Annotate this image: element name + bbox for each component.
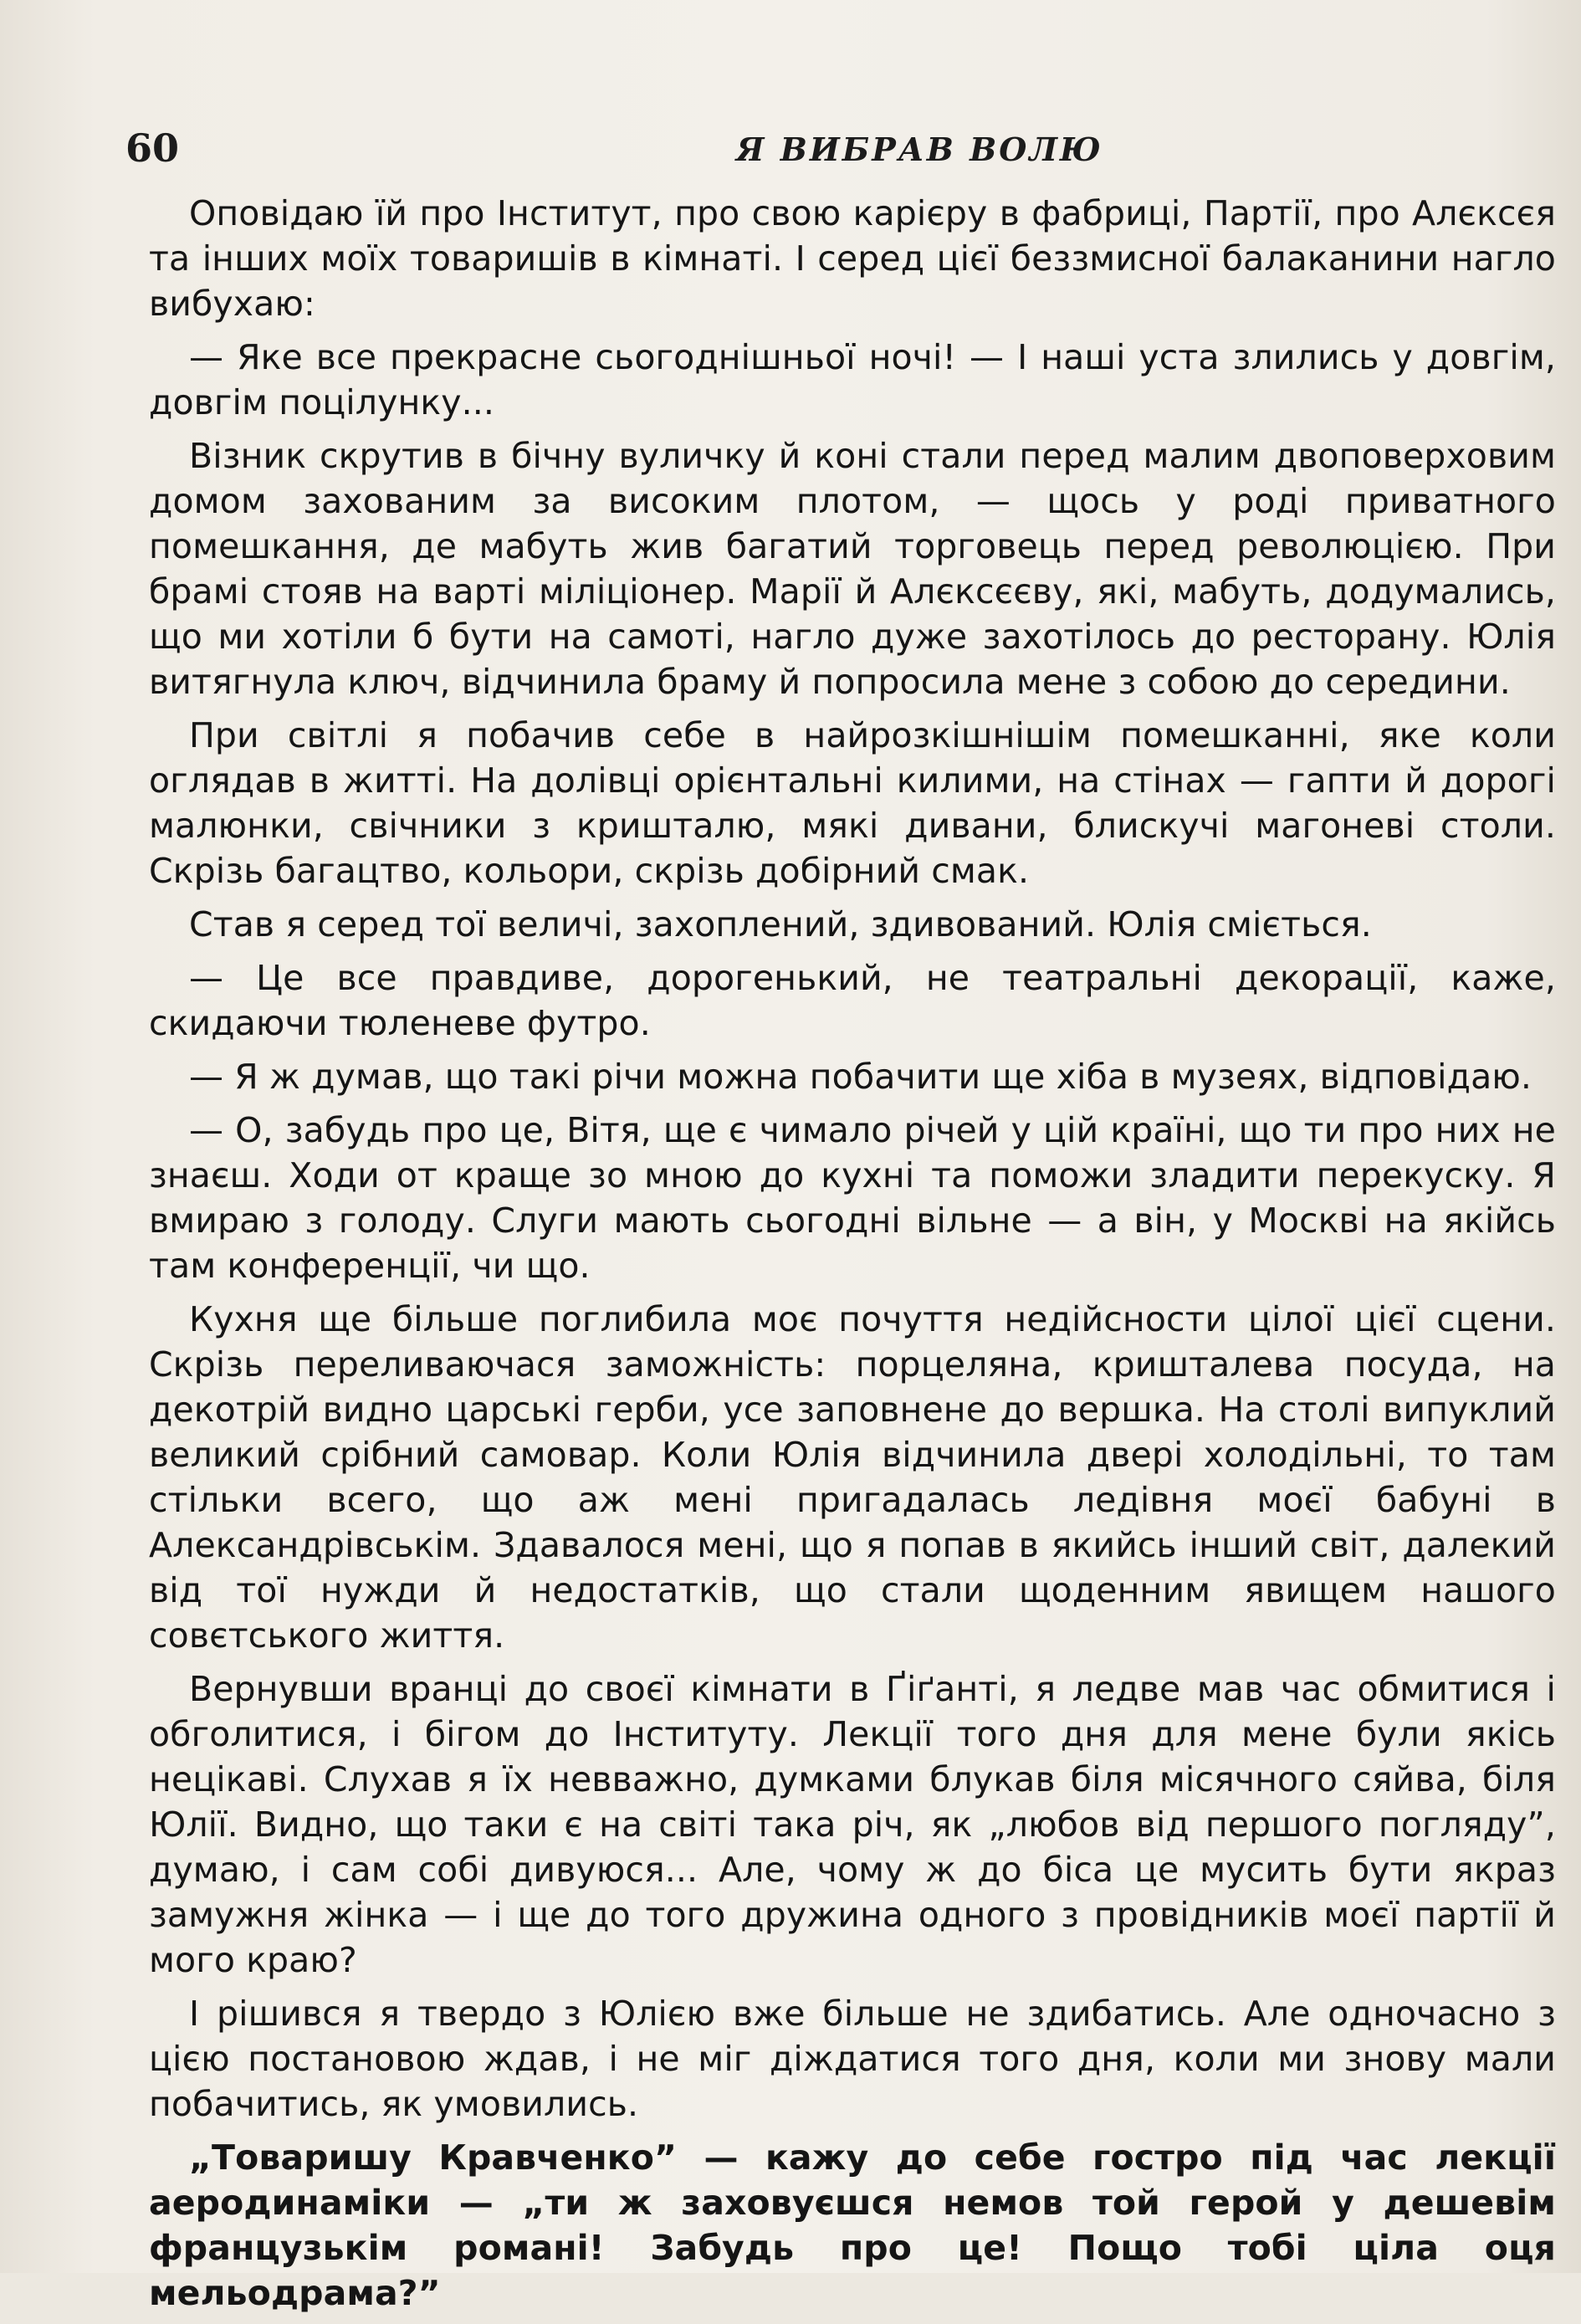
text-body <box>149 191 1556 2324</box>
page-number: 60 <box>125 125 180 171</box>
paragraph: „Товаришу Кравченко” — кажу до себе гостро під час лекції аеродинаміки — „ти ж заховуєшся немов той герой у дешевім французькім романі! Забудь про це! Пощо тобі ціла оця мельодрама?” <box>149 2137 1556 2313</box>
paragraph: Став я серед тої величі, захоплений, здивований. Юлія сміється. <box>189 904 1372 944</box>
running-title: Я ВИБРАВ ВОЛЮ <box>736 131 1103 168</box>
paragraph: Вернувши вранці до своєї кімнати в Ґіґанті, я ледве мав час обмитися і обголитися, і бігом до Інституту. Лекції того дня для мене були якісь нецікаві. Слухав я їх невважно, думками блукав біля місячного сяйва, біля Юлії. Видно, що таки є на світі така річ, як „любов від першого погляду”, думаю, і сам собі дивуюся... Але, чому ж до біса це мусить бути якраз замужня жінка — і ще до того дружина одного з провідників моєї партії й мого краю? <box>149 1669 1556 1980</box>
paragraph: Кухня ще більше поглибила моє почуття недійсности цілої цієї сцени. Скрізь переливаючася заможність: порцеляна, кришталева посуда, на декотрій видно царські герби, усе заповнене до вершка. На столі випуклий великий срібний самовар. Коли Юлія відчинила двері холодільні, то там стільки всего, що аж мені пригадалась ледівня моєї бабуні в Александрівськім. Здавалося мені, що я попав в якийсь інший світ, далекий від тої нужди й недостатків, що стали щоденним явищем нашого совєтського життя. <box>149 1299 1556 1656</box>
paragraph: — Я ж думав, що такі річи можна побачити ще хіба в музеях, відповідаю. <box>189 1057 1532 1097</box>
paragraph: Візник скрутив в бічну вуличку й коні стали перед малим двоповерховим домом захованим за високим плотом, — щось у роді приватного помешкання, де мабуть жив багатий торговець перед революцією. При брамі стояв на варті міліціонер. Марії й Алєксєєву, які, мабуть, додумались, що ми хотіли б бути на самоті, нагло дуже захотілось до ресторану. Юлія витягнула ключ, відчинила браму й попросила мене з собою до середини. <box>149 436 1556 702</box>
paragraph: І рішився я твердо з Юлією вже більше не здибатись. Але одночасно з цією постановою ждав, і не міг діждатися того дня, коли ми знову мали побачитись, як умовились. <box>149 1994 1556 2124</box>
paragraph: — О, забудь про це, Вітя, ще є чимало річей у цій країні, що ти про них не знаєш. Ходи от краще зо мною до кухні та поможи зладити перекуску. Я вмираю з голоду. Слуги мають сьогодні вільне — а він, у Москві на якійсь там конференції, чи що. <box>149 1110 1556 1286</box>
paragraph: Оповідаю їй про Інститут, про свою карієру в фабриці, Партії, про Алєксєя та інших моїх товаришів в кімнаті. І серед цієї беззмисної балаканини нагло вибухаю: <box>149 193 1556 324</box>
page-header <box>125 125 1539 176</box>
paragraph: — Це все правдиве, дорогенький, не театральні декорації, каже, скидаючи тюленеве футро. <box>149 958 1556 1043</box>
paragraph: При світлі я побачив себе в найрозкішнішім помешканні, яке коли оглядав в житті. На долівці орієнтальні килими, на стінах — гапти й дорогі малюнки, свічники з кришталю, мякі дивани, блискучі магоневі столи. Скрізь багацтво, кольори, скрізь добірний смак. <box>149 715 1556 891</box>
paragraph: — Яке все прекрасне сьогоднішньої ночі! — І наші уста злились у довгім, довгім поцілунку... <box>149 337 1556 422</box>
